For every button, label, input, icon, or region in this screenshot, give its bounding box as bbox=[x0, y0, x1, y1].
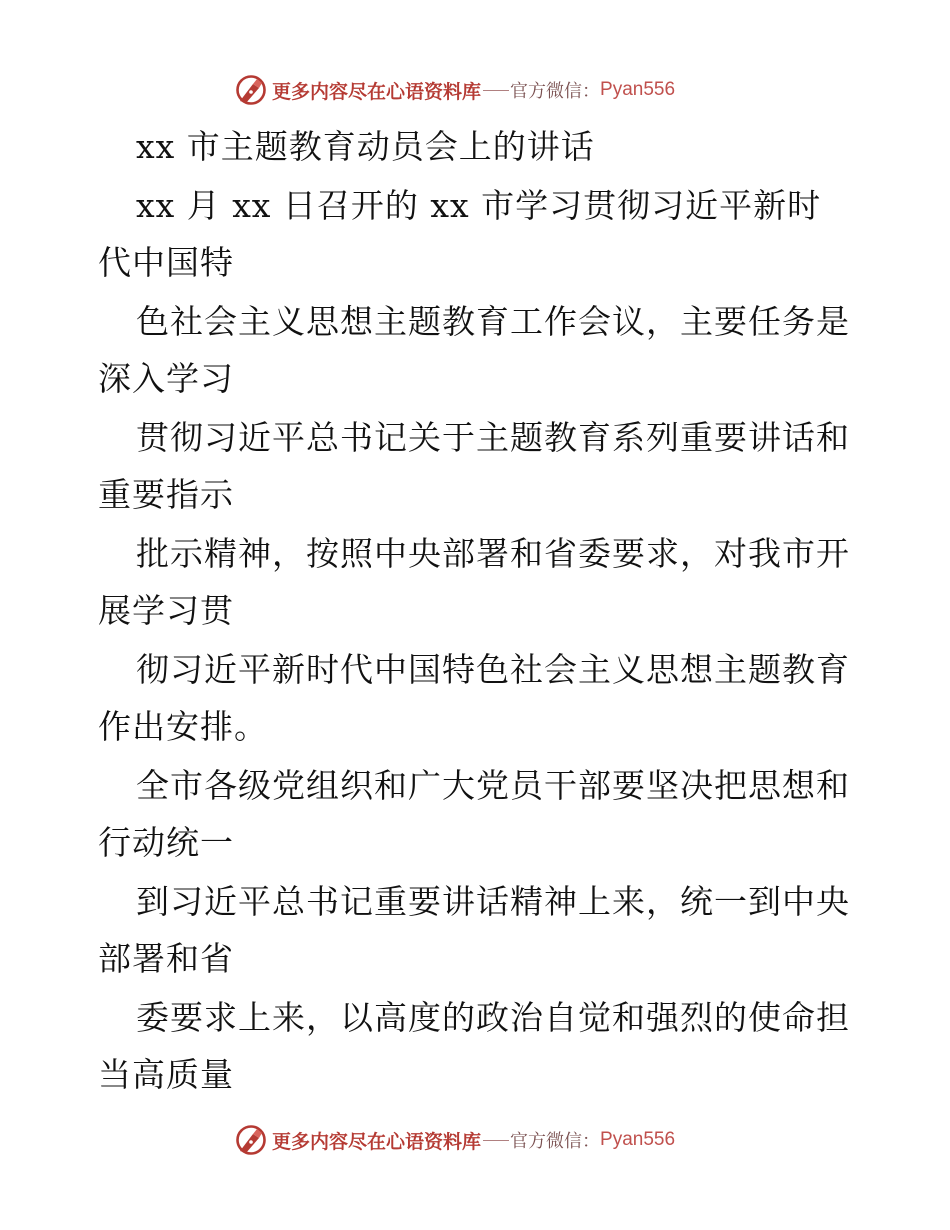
text-line: 展学习贯 bbox=[98, 591, 234, 630]
text-line: 到习近平总书记重要讲话精神上来，统一到中央 bbox=[136, 882, 850, 921]
text-line: 当高质量 bbox=[98, 1055, 234, 1094]
watermark-site-text: 更多内容尽在心语资料库 bbox=[272, 80, 482, 103]
text-line: 色社会主义思想主题教育工作会议，主要任务是 bbox=[136, 302, 850, 341]
pen-nib-logo-icon bbox=[234, 1123, 268, 1157]
text-line: 深入学习 bbox=[98, 359, 234, 398]
text-line: 委要求上来，以高度的政治自觉和强烈的使命担 bbox=[136, 998, 850, 1037]
document-title: xx 市主题教育动员会上的讲话 bbox=[136, 127, 595, 166]
text-line: 全市各级党组织和广大党员干部要坚决把思想和 bbox=[136, 766, 850, 805]
watermark-dash bbox=[483, 1140, 509, 1141]
text-line: 重要指示 bbox=[98, 475, 234, 514]
text-line: 作出安排。 bbox=[98, 707, 268, 746]
text-line: 代中国特 bbox=[98, 243, 234, 282]
header-watermark bbox=[234, 72, 675, 108]
text-line: xx 月 xx 日召开的 xx 市学习贯彻习近平新时 bbox=[136, 186, 822, 225]
watermark-wechat-id: Pyan556 bbox=[600, 1129, 676, 1150]
text-line: 行动统一 bbox=[98, 823, 234, 862]
pen-nib-logo-icon bbox=[234, 73, 268, 107]
watermark-dash bbox=[483, 90, 509, 91]
text-line: 彻习近平新时代中国特色社会主义思想主题教育 bbox=[136, 650, 850, 689]
watermark-wechat-id: Pyan556 bbox=[600, 79, 676, 100]
text-line: 批示精神，按照中央部署和省委要求，对我市开 bbox=[136, 534, 850, 573]
text-line: 贯彻习近平总书记关于主题教育系列重要讲话和 bbox=[136, 418, 850, 457]
footer-watermark bbox=[234, 1122, 675, 1158]
watermark-official-label: 官方微信： bbox=[510, 81, 601, 102]
watermark-site-text: 更多内容尽在心语资料库 bbox=[272, 1130, 482, 1153]
text-line: 部署和省 bbox=[98, 939, 234, 978]
watermark-official-label: 官方微信： bbox=[510, 1131, 601, 1152]
